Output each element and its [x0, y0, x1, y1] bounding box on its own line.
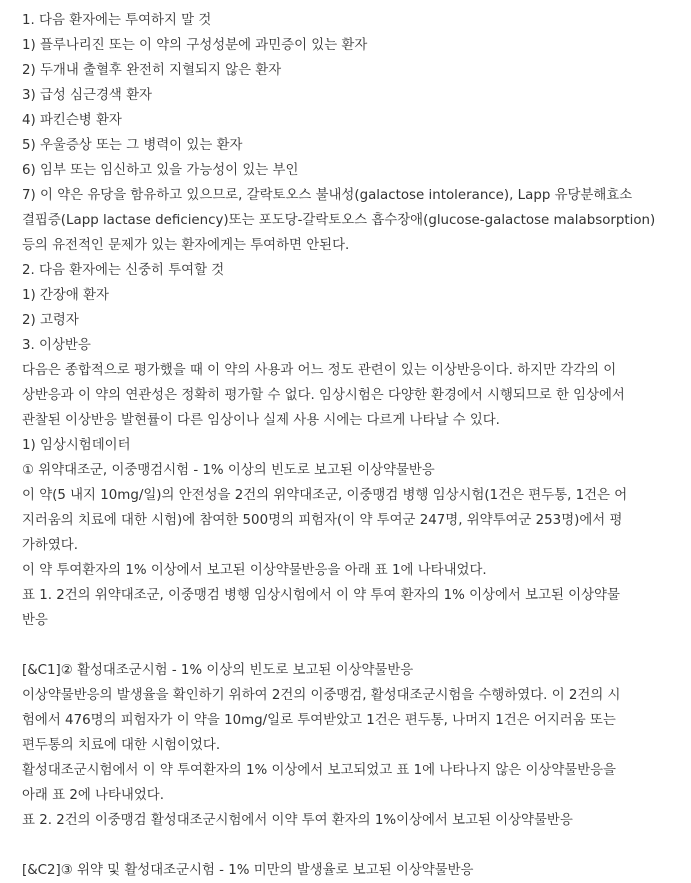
table-caption: 표 2. 2건의 이중맹검 활성대조군시험에서 이약 투여 환자의 1%이상에서 보고된 이상약물반응 [22, 813, 573, 828]
list-item: 3) 급성 심근경색 환자 [22, 88, 152, 103]
list-item: 1) 간장애 환자 [22, 288, 109, 303]
text-line: 등의 유전적인 문제가 있는 환자에게는 투여하면 안된다. [22, 238, 350, 253]
text-line: 아래 표 2에 나타내었다. [22, 788, 164, 803]
text-line: 관찰된 이상반응 발현률이 다른 임상이나 실제 사용 시에는 다르게 나타날 수 있다. [22, 413, 500, 428]
list-item: 7) 이 약은 유당을 함유하고 있으므로, 갈락토오스 불내성(galactose intolerance), Lapp 유당분해효소 [22, 188, 633, 203]
subsection-heading: [&C1]② 활성대조군시험 - 1% 이상의 빈도로 보고된 이상약물반응 [22, 663, 414, 678]
text-line: 지러움의 치료에 대한 시험)에 참여한 500명의 피험자(이 약 투여군 247명, 위약투여군 253명)에서 평 [22, 513, 623, 528]
text-line: 편두통의 치료에 대한 시험이었다. [22, 738, 221, 753]
section-heading: 2. 다음 환자에는 신중히 투여할 것 [22, 263, 225, 278]
blank-line [22, 633, 688, 658]
list-item: 4) 파킨슨병 환자 [22, 113, 122, 128]
text-line: 험에서 476명의 피험자가 이 약을 10mg/일로 투여받았고 1건은 편두통, 나머지 1건은 어지러움 또는 [22, 713, 616, 728]
list-item: 1) 플루나리진 또는 이 약의 구성성분에 과민증이 있는 환자 [22, 38, 368, 53]
document-body [22, 8, 688, 883]
table-caption: 표 1. 2건의 위약대조군, 이중맹검 병행 임상시험에서 이 약 투여 환자의 1% 이상에서 보고된 이상약물 [22, 588, 620, 603]
section-heading: 1. 다음 환자에는 투여하지 말 것 [22, 13, 212, 28]
text-line: 이상약물반응의 발생율을 확인하기 위하여 2건의 이중맹검, 활성대조군시험을 수행하였다. 이 2건의 시 [22, 688, 621, 703]
list-item: 6) 임부 또는 임신하고 있을 가능성이 있는 부인 [22, 163, 299, 178]
text-line: 결핍증(Lapp lactase deficiency)또는 포도당-갈락토오스 흡수장애(glucose-galactose malabsorption) [22, 213, 656, 228]
subsection-heading: 1) 임상시험데이터 [22, 438, 131, 453]
list-item: 2) 고령자 [22, 313, 79, 328]
list-item: 2) 두개내 출혈후 완전히 지혈되지 않은 환자 [22, 63, 282, 78]
table-caption: 반응 [22, 613, 48, 628]
text-line: 이 약(5 내지 10mg/일)의 안전성을 2건의 위약대조군, 이중맹검 병행 임상시험(1건은 편두통, 1건은 어 [22, 488, 628, 503]
text-line: 상반응과 이 약의 연관성은 정확히 평가할 수 없다. 임상시험은 다양한 환경에서 시행되므로 한 임상에서 [22, 388, 625, 403]
subsection-heading: [&C2]③ 위약 및 활성대조군시험 - 1% 미만의 발생율로 보고된 이상약물반응 [22, 863, 474, 878]
section-heading: 3. 이상반응 [22, 338, 91, 353]
text-line: 활성대조군시험에서 이 약 투여환자의 1% 이상에서 보고되었고 표 1에 나타나지 않은 이상약물반응을 [22, 763, 616, 778]
subsection-heading: ① 위약대조군, 이중맹검시험 - 1% 이상의 빈도로 보고된 이상약물반응 [22, 463, 435, 478]
text-line: 다음은 종합적으로 평가했을 때 이 약의 사용과 어느 정도 관련이 있는 이상반응이다. 하지만 각각의 이 [22, 363, 617, 378]
blank-line [22, 833, 688, 858]
text-line: 이 약 투여환자의 1% 이상에서 보고된 이상약물반응을 아래 표 1에 나타내었다. [22, 563, 487, 578]
list-item: 5) 우울증상 또는 그 병력이 있는 환자 [22, 138, 243, 153]
text-line: 가하였다. [22, 538, 78, 553]
